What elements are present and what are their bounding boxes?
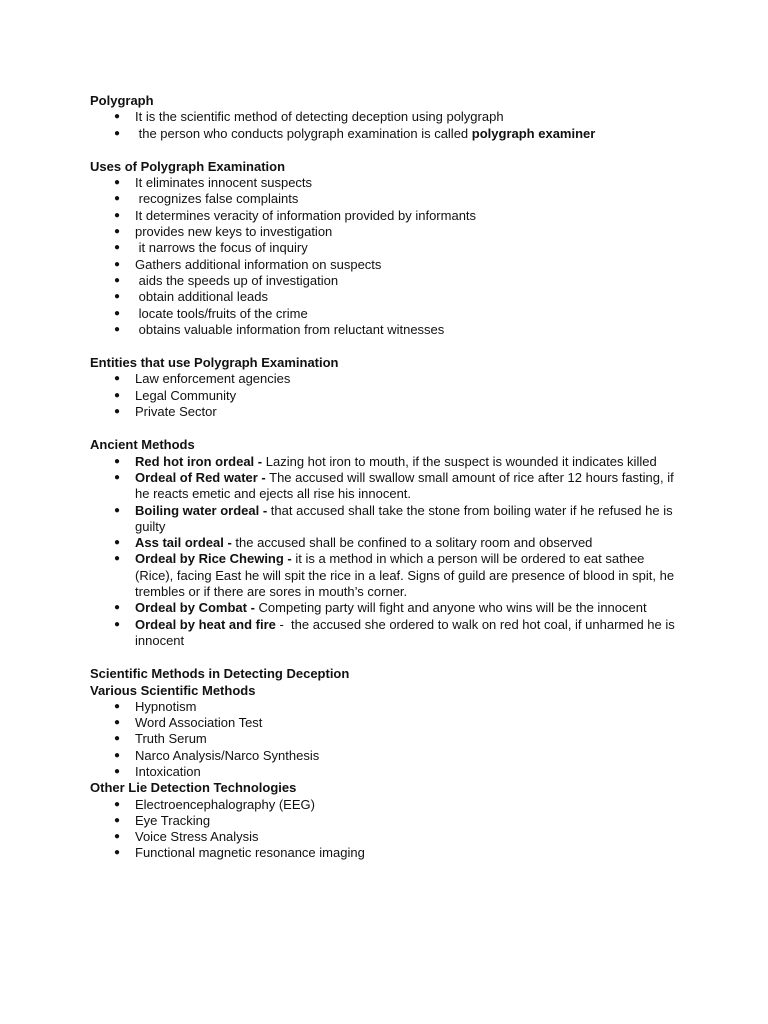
list-item: ● Ordeal by Combat - Competing party will fight and anyone who wins will be the innocent (113, 600, 647, 616)
list-item: ● Ordeal of Red water - The accused will swallow small amount of rice after 12 hours fasting, if he reacts emetic and ejects all rise his innocent. (113, 469, 678, 502)
bullet-icon: ● (113, 602, 121, 614)
bullet-icon: ● (113, 798, 121, 810)
bullet-icon: ● (113, 111, 121, 123)
list-item: ● Ass tail ordeal - the accused shall be confined to a solitary room and observed (113, 535, 593, 551)
bullet-icon: ● (113, 258, 121, 270)
list-item: ● the person who conducts polygraph examination is called polygraph examiner (113, 125, 596, 141)
section-uses (90, 159, 680, 338)
list-item: ● locate tools/fruits of the crime (113, 305, 308, 321)
list-item: ● Law enforcement agencies (113, 371, 291, 387)
bullet-icon: ● (113, 177, 121, 189)
list-item: ● Ordeal by heat and fire - the accused she ordered to walk on red hot coal, if unharmed he is innocent (113, 616, 679, 648)
section-entities (90, 355, 680, 420)
list-item: ● Boiling water ordeal - that accused shall take the stone from boiling water if he refused he is guilty (113, 502, 677, 534)
bullet-list (90, 797, 680, 862)
bullet-icon: ● (113, 765, 121, 777)
list-item: ● it narrows the focus of inquiry (113, 240, 308, 256)
list-item: ● obtains valuable information from reluctant witnesses (113, 321, 445, 337)
list-item: ● Hypnotism (113, 698, 197, 714)
list-item: ● Functional magnetic resonance imaging (113, 845, 365, 861)
list-item: ● Electroencephalography (EEG) (113, 796, 315, 812)
bullet-icon: ● (113, 193, 121, 205)
bullet-icon: ● (113, 504, 121, 516)
list-item: ● Eye Tracking (113, 812, 211, 828)
bullet-icon: ● (113, 127, 121, 139)
section-polygraph (90, 93, 680, 142)
bold-term: Ordeal by Rice Chewing - (135, 551, 292, 567)
bold-term: polygraph examiner (471, 125, 596, 141)
list-item: ● Ordeal by Rice Chewing - it is a method in which a person will be ordered to eat sathee (Rice), facing East he will spit the rice in a leaf. Signs of guild are presence of blood in spit, he trembles or if there are sores in mouth’s corner. (113, 551, 678, 600)
list-item: ● provides new keys to investigation (113, 224, 333, 240)
list-item: ● It is the scientific method of detecting deception using polygraph (113, 109, 504, 125)
bullet-icon: ● (113, 847, 121, 859)
bullet-icon: ● (113, 553, 121, 565)
list-item: ● obtain additional leads (113, 289, 269, 305)
bold-term: Ordeal by Combat - (135, 600, 255, 616)
bullet-icon: ● (113, 700, 121, 712)
section-heading: Polygraph (90, 93, 154, 108)
section-subheading: Various Scientific Methods (90, 682, 256, 698)
list-item: ● recognizes false complaints (113, 191, 299, 207)
list-item: ● aids the speeds up of investigation (113, 272, 339, 288)
bullet-icon: ● (113, 471, 121, 483)
list-item: ● Word Association Test (113, 715, 263, 731)
bullet-list (90, 699, 680, 780)
bullet-icon: ● (113, 226, 121, 238)
list-item: ● Intoxication (113, 763, 201, 779)
bold-term: Ass tail ordeal - (135, 535, 232, 551)
bullet-icon: ● (113, 814, 121, 826)
section-ancient-methods (90, 437, 680, 649)
bullet-list (90, 109, 680, 142)
bullet-icon: ● (113, 307, 121, 319)
list-item: ● It eliminates innocent suspects (113, 175, 313, 191)
bullet-icon: ● (113, 323, 121, 335)
bullet-icon: ● (113, 749, 121, 761)
bullet-icon: ● (113, 291, 121, 303)
bold-term: Ordeal by heat and fire (135, 616, 276, 632)
list-item: ● Narco Analysis/Narco Synthesis (113, 747, 320, 763)
bullet-icon: ● (113, 209, 121, 221)
bold-term: Red hot iron ordeal - (135, 453, 263, 469)
bullet-icon: ● (113, 406, 121, 418)
section-heading: Other Lie Detection Technologies (90, 780, 297, 796)
list-item: ● It determines veracity of information provided by informants (113, 207, 477, 223)
section-heading: Scientific Methods in Detecting Deception (90, 666, 350, 682)
bold-term: Ordeal of Red water - (135, 469, 266, 485)
section-heading: Entities that use Polygraph Examination (90, 355, 339, 371)
section-heading: Ancient Methods (90, 437, 195, 453)
bullet-icon: ● (113, 537, 121, 549)
bullet-icon: ● (113, 274, 121, 286)
bullet-icon: ● (113, 242, 121, 254)
bullet-list (90, 175, 680, 338)
section-heading: Uses of Polygraph Examination (90, 158, 286, 174)
bullet-list (90, 371, 680, 420)
bullet-icon: ● (113, 389, 121, 401)
list-item: ● Red hot iron ordeal - Lazing hot iron to mouth, if the suspect is wounded it indicates killed (113, 453, 657, 469)
section-other-technologies (90, 780, 680, 861)
bullet-icon: ● (113, 717, 121, 729)
list-item: ● Legal Community (113, 387, 237, 403)
bullet-icon: ● (113, 455, 121, 467)
bullet-icon: ● (113, 831, 121, 843)
bullet-icon: ● (113, 733, 121, 745)
bold-term: Boiling water ordeal - (135, 502, 268, 518)
section-scientific-methods (90, 666, 680, 780)
list-item: ● Private Sector (113, 404, 217, 420)
bullet-list (90, 454, 680, 650)
bullet-icon: ● (113, 618, 121, 630)
list-item: ● Truth Serum (113, 731, 207, 747)
list-item: ● Voice Stress Analysis (113, 829, 259, 845)
bullet-icon: ● (113, 373, 121, 385)
list-item: ● Gathers additional information on suspects (113, 256, 382, 272)
